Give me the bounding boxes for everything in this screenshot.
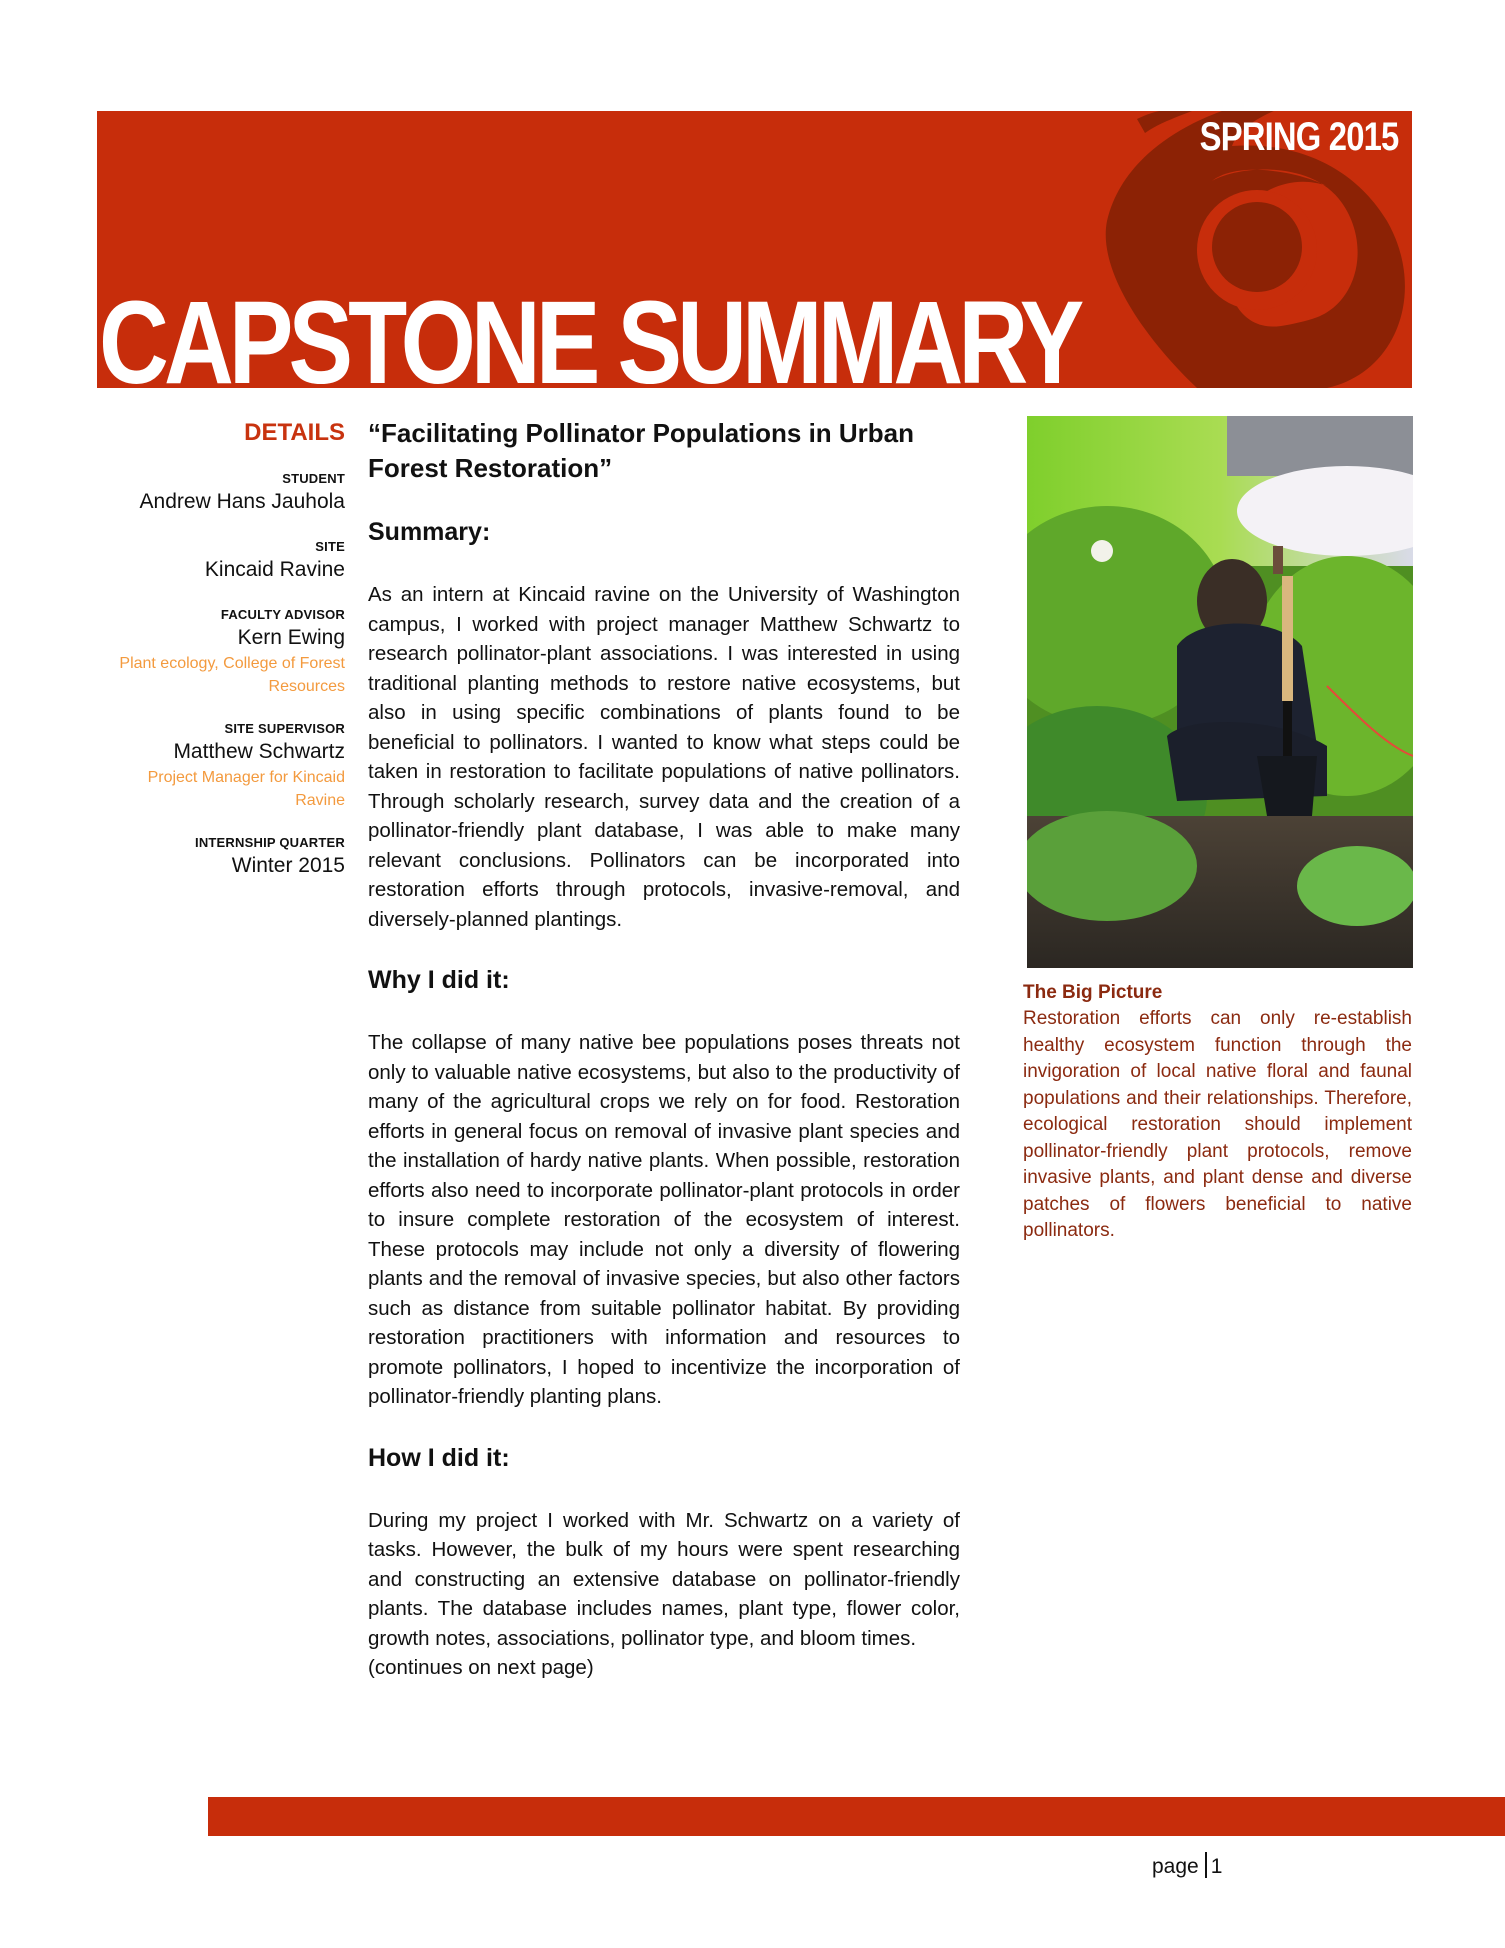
photo-illustration-icon	[1027, 416, 1413, 968]
faculty-advisor-affiliation: Plant ecology, College of Forest Resources	[119, 655, 345, 695]
caption-title: The Big Picture	[1023, 982, 1163, 1003]
details-heading: DETAILS	[244, 419, 345, 446]
section-body-summary: As an intern at Kincaid ravine on the University of Washington campus, I worked with project manager Matthew Schwartz to research pollinator-plant associations. I was interested in using traditional planting methods to restore native ecosystems, but also in using specific combinations of plants found to be beneficial to pollinators. I wanted to know what steps could be taken in restoration to facilitate populations of native pollinators. Through scholarly research, survey data and the creation of a pollinator-friendly plant database, I was able to make many relevant conclusions. Pollinators can be incorporated into restoration efforts through protocols, invasive-removal, and diversely-planned plantings.	[368, 583, 960, 931]
header-banner	[97, 111, 1412, 388]
photo-caption	[1023, 980, 1412, 1245]
section-body-how: During my project I worked with Mr. Schwartz on a variety of tasks. However, the bulk of my hours were spent researching and constructing an extensive database on pollinator-friendly plants. The database includes names, plant type, flower color, growth notes, associations, pollinator type, and bloom times.	[368, 1508, 960, 1650]
page-divider	[1205, 1852, 1207, 1878]
section-body-why: The collapse of many native bee populations poses threats not only to valuable native ecosystems, but also to the productivity of many of the agricultural crops we rely on for food. Restoration efforts in general focus on removal of invasive plant species and the installation of hardy native plants. When possible, restoration efforts also need to incorporate pollinator-plant protocols in order to insure complete restoration of the ecosystem of interest. These protocols may include not only a diversity of flowering plants and the removal of invasive species, but also other factors such as distance from suitable pollinator habitat. By providing restoration practitioners with information and resources to promote pollinators, I hoped to incentivize the incorporation of pollinator-friendly planting plans.	[368, 1031, 960, 1408]
internship-quarter: Winter 2015	[231, 854, 345, 877]
detail-label: STUDENT	[282, 471, 345, 486]
season-label: SPRING 2015	[1199, 115, 1398, 159]
page-number-value: 1	[1210, 1855, 1223, 1878]
detail-student	[95, 470, 345, 516]
detail-label: FACULTY ADVISOR	[220, 607, 345, 622]
section-heading-why: Why I did it:	[368, 966, 510, 994]
detail-label: SITE	[315, 539, 345, 554]
student-name: Andrew Hans Jauhola	[139, 490, 345, 513]
caption-text: Restoration efforts can only re-establish healthy ecosystem function through the invigoration of local native floral and faunal populations and their relationships. Therefore, ecological restoration should implement pollinator-friendly plant protocols, remove invasive plants, and plant dense and diverse patches of flowers beneficial to native pollinators.	[1023, 1008, 1412, 1241]
detail-internship-quarter	[95, 834, 345, 880]
detail-label: INTERNSHIP QUARTER	[195, 835, 345, 850]
footer-bar	[208, 1797, 1505, 1836]
detail-label: SITE SUPERVISOR	[224, 721, 345, 736]
details-panel	[95, 418, 345, 902]
site-name: Kincaid Ravine	[204, 558, 345, 581]
faculty-advisor-name: Kern Ewing	[237, 626, 345, 649]
page-number	[1152, 1852, 1222, 1881]
site-photo	[1027, 416, 1413, 968]
site-supervisor-name: Matthew Schwartz	[173, 740, 345, 763]
section-heading-how: How I did it:	[368, 1443, 510, 1472]
main-content	[368, 416, 960, 1683]
page-title: CAPSTONE SUMMARY	[99, 277, 1080, 388]
detail-site	[95, 538, 345, 584]
continues-note: (continues on next page)	[368, 1656, 594, 1679]
detail-faculty-advisor	[95, 606, 345, 698]
page-label: page	[1152, 1855, 1199, 1878]
detail-site-supervisor	[95, 720, 345, 812]
project-title: “Facilitating Pollinator Populations in Urban Forest Restoration”	[368, 418, 915, 483]
site-supervisor-role: Project Manager for Kincaid Ravine	[147, 769, 345, 809]
section-heading-summary: Summary:	[368, 518, 491, 546]
